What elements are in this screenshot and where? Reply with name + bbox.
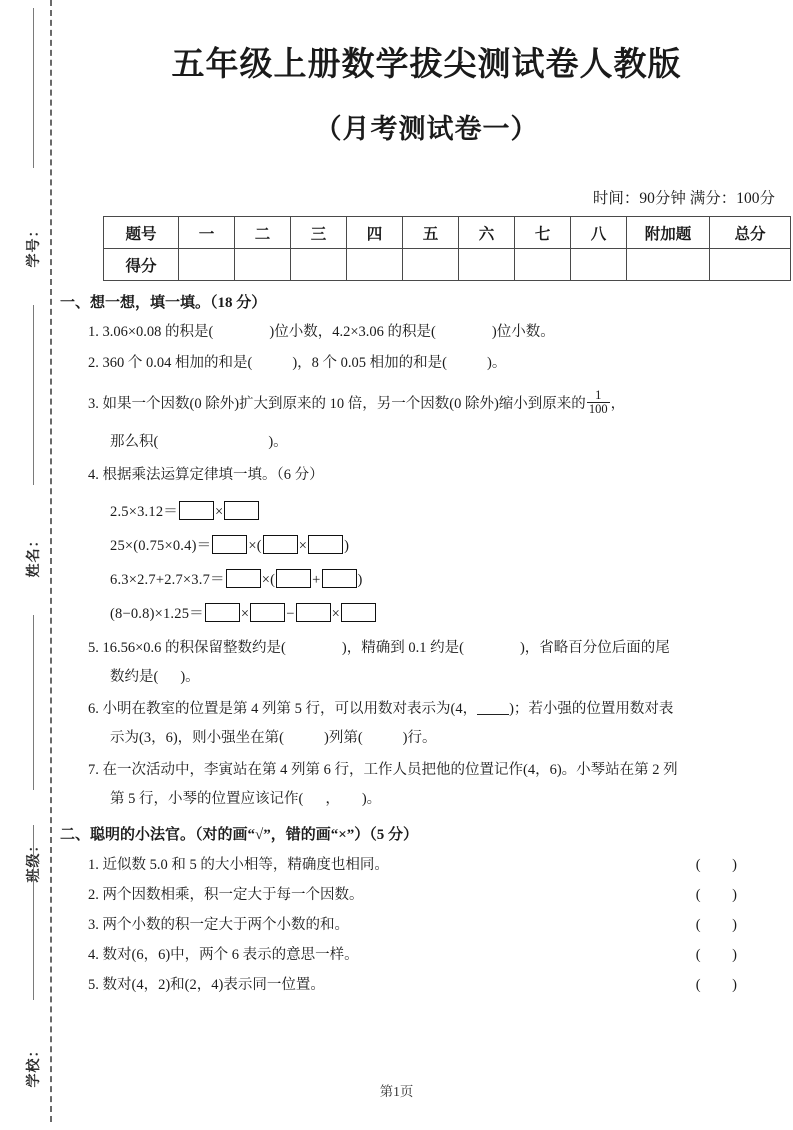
score-cell-5[interactable] <box>403 249 459 281</box>
fraction-numerator: 1 <box>595 387 602 402</box>
question-1-3-num: 3. <box>88 395 99 412</box>
question-1-2-text-b: )，8 个 0.05 相加的和是( <box>292 355 447 372</box>
question-1-5-line2-b: )。 <box>180 669 200 686</box>
score-cell-1[interactable] <box>179 249 235 281</box>
score-table-col-3: 三 <box>291 217 347 249</box>
score-table-wrapper <box>60 208 793 281</box>
section-1-label: 一、想一想，填一填。 <box>60 294 211 311</box>
judge-item-1-answer-box[interactable]: ( ) <box>695 856 751 873</box>
score-cell-2[interactable] <box>235 249 291 281</box>
question-1-1-text-c: )位小数。 <box>491 324 555 340</box>
question-1-7-num: 7. <box>88 761 99 778</box>
equation-4-lhs: (8−0.8)×1.25＝ <box>110 605 204 622</box>
exam-page <box>60 0 793 1122</box>
question-1-2-num: 2. <box>88 355 99 372</box>
page-title: 五年级上册数学拔尖测试卷人教版 <box>171 47 682 83</box>
question-1-6-line2-c: )行。 <box>402 730 437 747</box>
equation-4: (8−0.8)×1.25＝ × − × <box>60 589 793 623</box>
question-1-6-num: 6. <box>88 700 99 717</box>
judge-item-4-text: 数对(6，6)中，两个 6 表示的意思一样。 <box>102 946 359 963</box>
judge-item-4-num: 4. <box>88 946 99 963</box>
equation-2: 25×(0.75×0.4)＝ ×( × ) <box>60 521 793 555</box>
margin-label-class: 班级： <box>25 837 41 883</box>
question-1-3-text-b: ， <box>610 395 626 412</box>
score-table-col-1: 一 <box>179 217 235 249</box>
question-1-2-text-a: 360 个 0.04 相加的和是( <box>102 355 253 372</box>
question-1-3-text-a: 如果一个因数(0 除外)扩大到原来的 10 倍，另一个因数(0 除外)缩小到原来的 <box>102 395 586 412</box>
page-footer: 第1页 <box>379 1084 414 1099</box>
score-table-row-label-0: 题号 <box>104 217 179 249</box>
score-table-col-extra: 附加题 <box>627 217 710 249</box>
question-1-5-c: )，省略百分位后面的尾 <box>519 639 670 656</box>
section-1-points: （18 分） <box>210 295 267 311</box>
judge-item-2-num: 2. <box>88 886 99 903</box>
judge-item-2 <box>60 874 793 904</box>
dashed-fold-line <box>50 0 52 1122</box>
question-1-5 <box>60 623 793 659</box>
judge-item-5-num: 5. <box>88 976 99 993</box>
judge-item-1-num: 1. <box>88 856 99 873</box>
section-2-label: 二、聪明的小法官。 <box>60 825 196 843</box>
judge-item-5 <box>60 964 793 994</box>
exam-meta: 时间：90分钟 满分：100分 <box>592 190 775 207</box>
question-1-2 <box>60 343 793 374</box>
margin-rule-3 <box>33 615 34 790</box>
fill-box[interactable] <box>276 569 311 588</box>
question-1-1-text-a: 3.06×0.08 的积是( <box>102 324 214 340</box>
question-1-4 <box>60 453 793 486</box>
page-subtitle: （月考测试卷一） <box>314 114 539 144</box>
question-1-1 <box>60 312 793 343</box>
table-row-header <box>104 217 791 249</box>
section-2-points: （对的画“√”，错的画“×”）（5 分） <box>195 826 419 843</box>
margin-rule-1 <box>33 8 34 168</box>
fill-box[interactable] <box>263 535 298 554</box>
margin-rule-4 <box>33 825 34 1000</box>
question-1-4-points: （6 分） <box>276 467 324 484</box>
question-1-4-num: 4. <box>88 467 99 484</box>
fill-box[interactable] <box>341 603 376 622</box>
score-table-col-5: 五 <box>403 217 459 249</box>
question-1-3-line2 <box>60 417 793 453</box>
margin-label-school: 学校： <box>25 1042 41 1088</box>
question-1-7-line2-b: ， <box>325 791 340 808</box>
question-1-6 <box>60 689 793 720</box>
score-cell-7[interactable] <box>515 249 571 281</box>
equation-3-lhs: 6.3×2.7+2.7×3.7＝ <box>110 571 225 588</box>
fill-box[interactable] <box>224 501 259 520</box>
question-1-7-line2-a: 第 5 行，小琴的位置应该记作( <box>110 791 304 808</box>
answer-underline[interactable] <box>477 714 509 715</box>
question-1-7-line2-c: )。 <box>361 791 382 808</box>
question-1-4-stem: 根据乘法运算定律填一填。 <box>102 467 277 484</box>
fraction-denominator: 100 <box>588 402 608 417</box>
section-heading-1 <box>60 281 793 312</box>
question-1-6-line2-b: )列第( <box>324 730 363 747</box>
question-1-6-line2 <box>60 720 793 749</box>
score-table-col-4: 四 <box>347 217 403 249</box>
judge-item-2-text: 两个因数相乘，积一定大于每一个因数。 <box>102 886 364 903</box>
question-1-5-line2-a: 数约是( <box>110 669 159 686</box>
score-cell-3[interactable] <box>291 249 347 281</box>
left-margin-binding-area <box>0 0 60 1122</box>
question-1-3 <box>60 375 793 417</box>
equation-3: 6.3×2.7+2.7×3.7＝ ×( + ) <box>60 555 793 589</box>
question-1-5-num: 5. <box>88 639 99 656</box>
question-1-6-b: )；若小强的位置用数对表 <box>509 700 674 717</box>
fill-box[interactable] <box>226 569 261 588</box>
score-table-col-6: 六 <box>459 217 515 249</box>
margin-label-student-id: 学号： <box>25 222 41 268</box>
fraction-one-hundredth <box>587 389 610 417</box>
question-1-7-line1: 在一次活动中，李寅站在第 4 列第 6 行，工作人员把他的位置记作(4，6)。小琴站在第 2 列 <box>102 761 678 778</box>
question-1-6-line2-a: 示为(3，6)，则小强坐在第( <box>110 730 284 747</box>
question-1-6-a: 小明在教室的位置是第 4 列第 5 行，可以用数对表示为(4， <box>102 700 478 717</box>
margin-rule-2 <box>33 305 34 485</box>
score-cell-6[interactable] <box>459 249 515 281</box>
judge-item-4-answer-box[interactable]: ( ) <box>695 946 751 963</box>
score-table <box>103 216 791 281</box>
judge-item-1-text: 近似数 5.0 和 5 的大小相等，精确度也相同。 <box>102 856 389 873</box>
fill-box[interactable] <box>250 603 285 622</box>
question-1-3-line2-a: 那么积( <box>110 433 159 450</box>
equation-1: 2.5×3.12＝ × <box>60 487 793 521</box>
question-1-5-line2 <box>60 659 793 688</box>
question-1-2-text-c: )。 <box>487 355 507 372</box>
margin-label-name: 姓名： <box>25 532 41 578</box>
question-1-3-line2-b: )。 <box>268 433 288 450</box>
judge-item-2-answer-box[interactable]: ( ) <box>695 886 751 903</box>
equation-1-lhs: 2.5×3.12＝ <box>110 503 178 520</box>
judge-item-3-num: 3. <box>88 916 99 933</box>
score-table-col-2: 二 <box>235 217 291 249</box>
judge-item-3 <box>60 904 793 934</box>
question-1-5-b: )，精确到 0.1 约是( <box>341 639 464 656</box>
question-1-7-line2 <box>60 781 793 810</box>
fill-box[interactable] <box>212 535 247 554</box>
score-table-col-total: 总分 <box>710 217 791 249</box>
section-heading-2 <box>60 811 793 844</box>
judge-item-4 <box>60 934 793 964</box>
judge-item-3-text: 两个小数的积一定大于两个小数的和。 <box>102 916 349 933</box>
fill-box[interactable] <box>296 603 331 622</box>
fill-box[interactable] <box>179 501 214 520</box>
judge-item-5-text: 数对(4，2)和(2，4)表示同一位置。 <box>102 976 325 993</box>
score-cell-4[interactable] <box>347 249 403 281</box>
score-cell-extra[interactable] <box>627 249 710 281</box>
question-1-5-a: 16.56×0.6 的积保留整数约是( <box>102 639 286 656</box>
equation-2-lhs: 25×(0.75×0.4)＝ <box>110 537 212 554</box>
judge-item-5-answer-box[interactable]: ( ) <box>695 976 751 993</box>
fill-box[interactable] <box>205 603 240 622</box>
question-1-1-text-b: )位小数，4.2×3.06 的积是( <box>269 324 436 340</box>
question-1-1-num: 1. <box>88 324 99 340</box>
score-cell-8[interactable] <box>571 249 627 281</box>
fill-box[interactable] <box>322 569 357 588</box>
score-table-col-7: 七 <box>515 217 571 249</box>
score-table-col-8: 八 <box>571 217 627 249</box>
score-cell-total[interactable] <box>710 249 791 281</box>
question-1-7 <box>60 750 793 781</box>
table-row-scores <box>104 249 791 281</box>
score-table-row-label-1: 得分 <box>104 249 179 281</box>
fill-box[interactable] <box>308 535 343 554</box>
judge-item-3-answer-box[interactable]: ( ) <box>695 916 751 933</box>
judge-item-1 <box>60 844 793 874</box>
